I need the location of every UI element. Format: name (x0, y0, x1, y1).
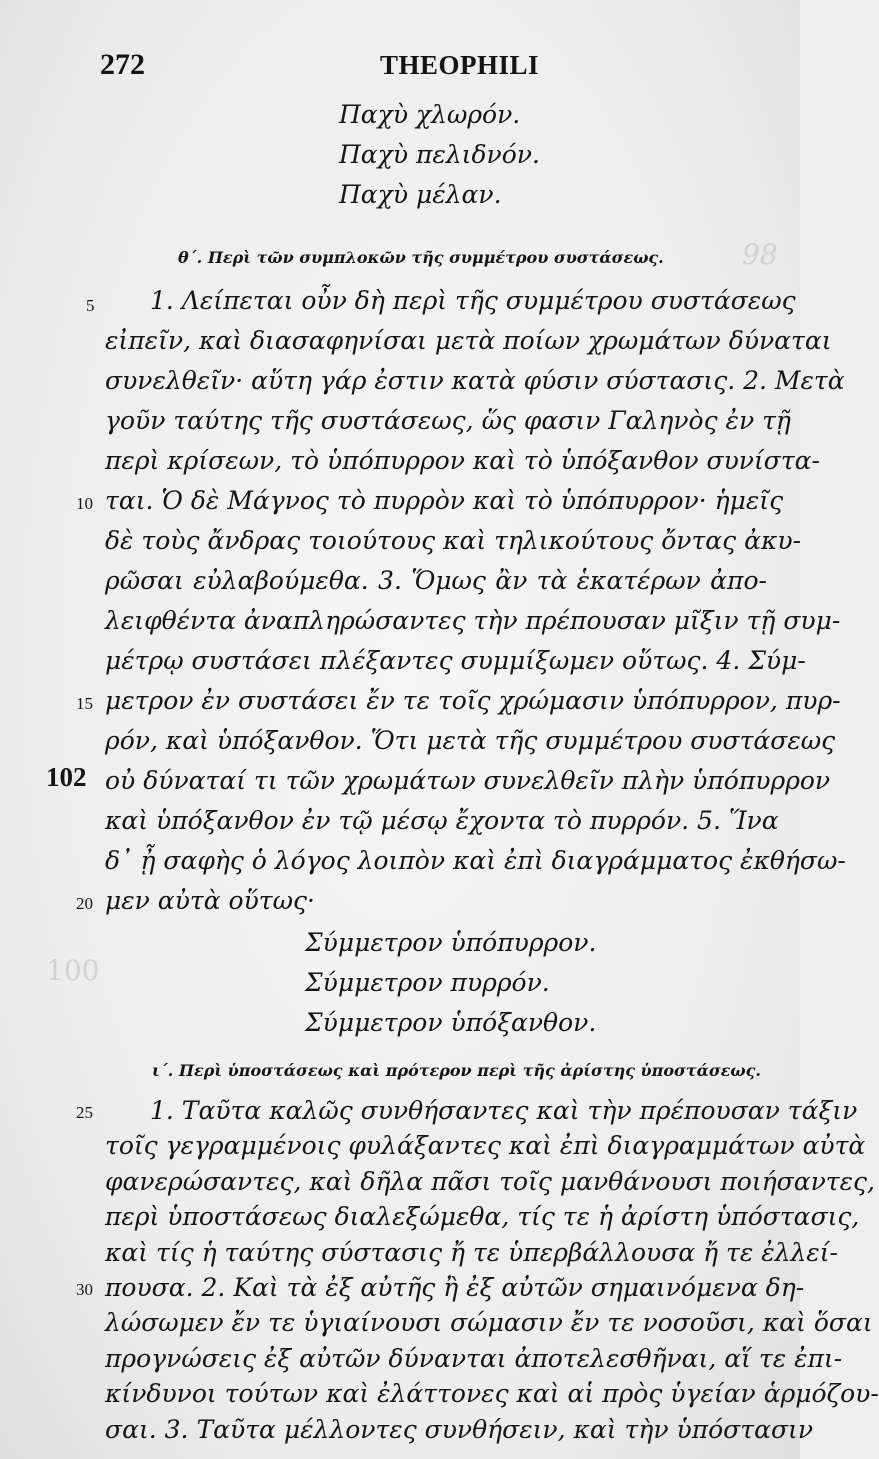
verse-line: Παχὺ πελιδνόν. (339, 140, 540, 169)
text-line: ται. Ὁ δὲ Μάγνος τὸ πυρρὸν καὶ τὸ ὑπόπυρρον· ἡμεῖς (105, 486, 784, 515)
margin-page-reference: 102 (46, 762, 87, 792)
text-line: πουσα. 2. Καὶ τὰ ἐξ αὐτῆς ἢ ἐξ αὐτῶν σημαινόμενα δη- (105, 1273, 805, 1302)
text-line: λώσωμεν ἔν τε ὑγιαίνουσι σώμασιν ἔν τε νοσοῦσι, καὶ ὅσαι (105, 1308, 873, 1338)
line-number: 15 (76, 694, 93, 713)
text-line: μέτρῳ συστάσει πλέξαντες συμμίξωμεν οὕτως. 4. Σύμ- (105, 646, 806, 675)
text-line: συνελθεῖν· αὕτη γάρ ἐστιν κατὰ φύσιν σύστασις. 2. Μετὰ (105, 366, 845, 395)
text-line: δ᾽ ᾖ σαφὴς ὁ λόγος λοιπὸν καὶ ἐπὶ διαγράμματος ἐκθήσω- (105, 846, 846, 875)
text-line: μεν αὐτὰ οὕτως· (105, 886, 315, 915)
verse-line: Παχὺ χλωρόν. (339, 100, 521, 129)
text-line: προγνώσεις ἐξ αὐτῶν δύνανται ἀποτελεσθῆναι, αἵ τε ἐπι- (105, 1343, 843, 1373)
verse-line: Σύμμετρον πυρρόν. (305, 968, 550, 997)
page-header (0, 48, 800, 92)
line-number: 5 (86, 296, 95, 315)
line-number: 10 (76, 494, 93, 513)
text-line: ρῶσαι εὐλαβούμεθα. 3. Ὅμως ἂν τὰ ἑκατέρων ἀπο- (105, 566, 767, 595)
line-number: 20 (76, 894, 93, 913)
text-line: περὶ κρίσεων, τὸ ὑπόπυρρον καὶ τὸ ὑπόξανθον συνίστα- (105, 446, 820, 475)
text-line: τοῖς γεγραμμένοις φυλάξαντες καὶ ἐπὶ διαγραμμάτων αὐτὰ (105, 1131, 866, 1161)
page-number: 272 (100, 48, 145, 81)
text-line: καὶ ὑπόξανθον ἐν τῷ μέσῳ ἔχοντα τὸ πυρρόν. 5. Ἵνα (105, 806, 779, 835)
section-heading: θ΄. Περὶ τῶν συμπλοκῶν τῆς συμμέτρου συστάσεως. (178, 248, 664, 267)
text-line: λειφθέντα ἀναπληρώσαντες τὴν πρέπουσαν μῖξιν τῇ συμ- (105, 606, 841, 635)
text-line: φανερώσαντες, καὶ δῆλα πᾶσι τοῖς μανθάνουσι ποιήσαντες, (105, 1166, 875, 1196)
bleed-through-number: 100 (46, 954, 100, 987)
section-heading: ι΄. Περὶ ὑποστάσεως καὶ πρότερον περὶ τῆς ἀρίστης ὑποστάσεως. (152, 1061, 761, 1080)
text-line: 1. Λείπεται οὖν δὴ περὶ τῆς συμμέτρου συστάσεως (150, 286, 796, 315)
text-line: οὐ δύναταί τι τῶν χρωμάτων συνελθεῖν πλὴν ὑπόπυρρον (105, 766, 831, 795)
verse-line: Σύμμετρον ὑπόπυρρον. (305, 928, 597, 957)
text-line: 1. Ταῦτα καλῶς συνθήσαντες καὶ τὴν πρέπουσαν τάξιν (150, 1096, 858, 1125)
text-line: καὶ τίς ἡ ταύτης σύστασις ἤ τε ὑπερβάλλουσα ἤ τε ἐλλεί- (105, 1237, 838, 1267)
line-number: 25 (76, 1103, 93, 1123)
bleed-through-number: 98 (742, 238, 778, 271)
line-number: 30 (76, 1280, 93, 1300)
text-line: εἰπεῖν, καὶ διασαφηνίσαι μετὰ ποίων χρωμάτων δύναται (105, 326, 832, 355)
running-head: THEOPHILI (380, 50, 540, 80)
text-line: κίνδυνοι τούτων καὶ ἐλάττονες καὶ αἱ πρὸς ὑγείαν ἁρμόζου- (105, 1379, 879, 1409)
text-line: μετρον ἐν συστάσει ἔν τε τοῖς χρώμασιν ὑπόπυρρον, πυρ- (105, 686, 841, 715)
text-line: δὲ τοὺς ἄνδρας τοιούτους καὶ τηλικούτους ὄντας ἀκυ- (105, 526, 802, 555)
text-line: περὶ ὑποστάσεως διαλεξώμεθα, τίς τε ἡ ἀρίστη ὑπόστασις, (105, 1202, 860, 1232)
text-line: ρόν, καὶ ὑπόξανθον. Ὅτι μετὰ τῆς συμμέτρου συστάσεως (105, 726, 836, 755)
text-line: γοῦν ταύτης τῆς συστάσεως, ὥς φασιν Γαληνὸς ἐν τῇ (105, 406, 791, 435)
text-line: σαι. 3. Ταῦτα μέλλοντες συνθήσειν, καὶ τὴν ὑπόστασιν (105, 1414, 814, 1444)
verse-line: Παχὺ μέλαν. (339, 180, 502, 209)
verse-line: Σύμμετρον ὑπόξανθον. (305, 1008, 597, 1037)
